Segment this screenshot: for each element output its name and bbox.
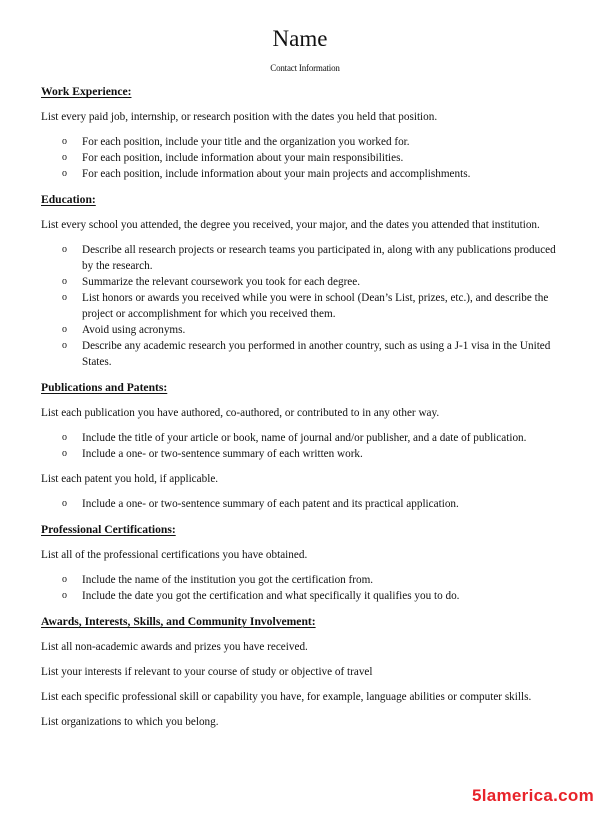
bullet-icon: o [62, 498, 67, 509]
bullet-icon: o [62, 292, 67, 303]
resume-name: Name [272, 26, 328, 51]
certifications-heading: Professional Certifications: [41, 523, 176, 536]
bullet-icon: o [62, 276, 67, 287]
list-item: o Include a one- or two-sentence summary of each written work. [62, 448, 363, 460]
list-item: o Include the name of the institution you got the certification from. [62, 574, 374, 586]
bullet-icon: o [62, 432, 67, 443]
list-item: o Describe any academic research you performed in another country, such as using a J-1 visa in the United States. [62, 340, 551, 368]
bullet-icon: o [62, 590, 67, 601]
list-item: o For each position, include information about your main projects and accomplishments. [62, 168, 471, 180]
list-item: o For each position, include information about your main responsibilities. [62, 152, 404, 164]
list-item: o Summarize the relevant coursework you took for each degree. [62, 276, 361, 288]
education-list [41, 242, 559, 370]
bullet-icon: o [62, 244, 67, 255]
list-item: o Include a one- or two-sentence summary of each patent and its practical application. [62, 498, 459, 510]
bullet-icon: o [62, 152, 67, 163]
education-heading: Education: [41, 193, 96, 206]
awards-line-3: List each specific professional skill or capability you have, for example, language abilities or computer skills. [41, 691, 532, 703]
patents-intro: List each patent you hold, if applicable. [41, 473, 219, 485]
education-intro: List every school you attended, the degree you received, your major, and the dates you attended that institution. [41, 219, 540, 231]
list-item: o Include the date you got the certification and what specifically it qualifies you to do. [62, 590, 460, 602]
bullet-icon: o [62, 574, 67, 585]
publications-heading: Publications and Patents: [41, 381, 168, 394]
certifications-intro: List all of the professional certifications you have obtained. [41, 549, 308, 561]
work-experience-list [41, 134, 559, 182]
bullet-icon: o [62, 168, 67, 179]
awards-line-1: List all non-academic awards and prizes you have received. [41, 641, 308, 653]
publications-list [41, 430, 559, 462]
publications-intro: List each publication you have authored, co-authored, or contributed to in any other way. [41, 407, 440, 419]
list-item: o Describe all research projects or research teams you participated in, along with any publications produced by the research. [62, 244, 556, 272]
list-item: o Include the title of your article or book, name of journal and/or publisher, and a date of publication. [62, 432, 527, 444]
list-item: o Avoid using acronyms. [62, 324, 186, 336]
bullet-icon: o [62, 340, 67, 351]
list-item: o For each position, include your title and the organization you worked for. [62, 136, 410, 148]
resume-content [41, 84, 559, 730]
awards-line-4: List organizations to which you belong. [41, 716, 219, 728]
work-experience-heading: Work Experience: [41, 85, 132, 98]
patents-list [41, 496, 559, 512]
contact-information: Contact Information [270, 63, 340, 73]
watermark: 5lamerica.com [471, 786, 594, 805]
bullet-icon: o [62, 136, 67, 147]
awards-line-2: List your interests if relevant to your course of study or objective of travel [41, 666, 373, 678]
awards-heading: Awards, Interests, Skills, and Community Involvement: [41, 615, 316, 628]
list-item: o List honors or awards you received while you were in school (Dean’s List, prizes, etc.), and describe the project or accomplishment for which you received them. [62, 292, 549, 320]
certifications-list [41, 572, 559, 604]
work-experience-intro: List every paid job, internship, or research position with the dates you held that position. [41, 111, 438, 123]
bullet-icon: o [62, 324, 67, 335]
bullet-icon: o [62, 448, 67, 459]
